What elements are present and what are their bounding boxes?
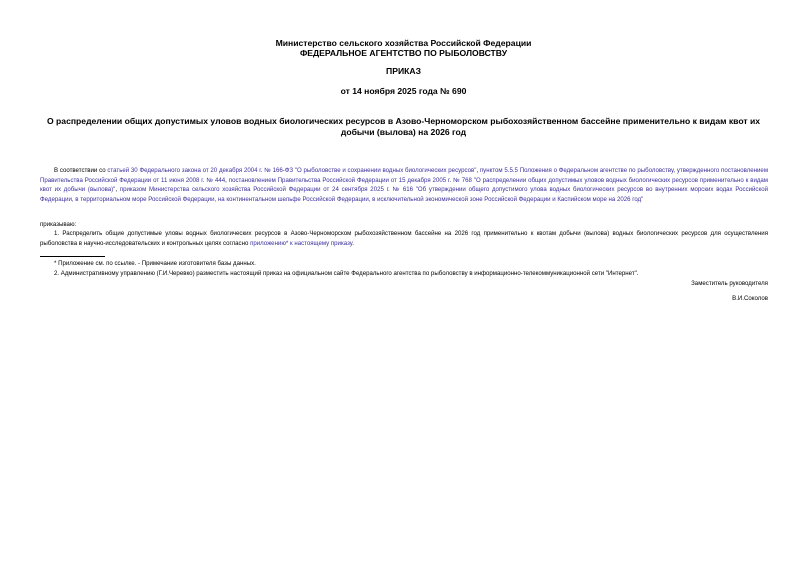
signatory-position: Заместитель руководителя [691,280,768,287]
agency-regulation-link[interactable]: пунктом 5.5.5 Положения о Федеральном агентстве по рыболовству, утвержденного постановлением Правительства Российской Федерации от 11 июня 2008 г. № 444 [40,167,769,184]
appendix-link[interactable]: приложению* к настоящему приказу [250,239,353,247]
item-1-text: 1. Распределить общие допустимые уловы водных биологических ресурсов в Азово-Черноморском рыбохозяйственном бассейне на 2026 год применительно к квотам добычи (вылова) водных биологических ресурсов для осуществления рыболовства в научно-исследовательских и контрольных целях согласно [40,230,768,247]
document-title: О распределении общих допустимых уловов водных биологических ресурсов в Азово-Черноморском рыбохозяйственном бассейне применительно к видам квот их добычи (вылова) на 2026 год [46,116,761,137]
footnote: * Приложение см. по ссылке. - Примечание изготовителя базы данных. [54,260,256,267]
order-item-2: 2. Административному управлению (Г.И.Черевко) разместить настоящий приказ на официальном сайте Федерального агентства по рыболовству в информационно-телекоммуникационной сети "Интернет". [54,270,639,277]
ministry-name: Министерство сельского хозяйства Российской Федерации [275,38,532,48]
preamble-text: , [115,186,120,194]
footnote-divider [40,256,105,257]
signatory-name: В.И.Соколов [732,295,768,302]
federal-law-link[interactable]: статьей 30 Федерального закона от 20 декабря 2004 г. № 166-ФЗ "О рыболовстве и сохранении водных биологических ресурсов" [107,167,477,174]
preamble-text: В соответствии со [54,167,108,174]
government-decree-link[interactable]: постановлением Правительства Российской Федерации от 15 декабря 2005 г. № 768 "О распределении общих допустимых уловов водных биологических ресурсов применительно к видам квот их добычи (вылова)" [40,176,768,194]
item-1-text-end: . [352,239,354,247]
order-item-1 [40,229,768,248]
preamble-text: , [225,176,229,184]
order-verb: приказываю: [40,221,77,228]
ministry-order-link[interactable]: приказом Министерства сельского хозяйства Российской Федерации от 24 сентября 2025 г. № 616 "Об утверждении общего допустимого улова водных биологических ресурсов во внутренних морских водах Российской Федерации, в территориальном море Российской Федерации, на континентальном шельфе Российской Федерации, в исключительной экономической зоне Российской Федерации и Каспийском море на 2026 год" [40,186,769,203]
document-date: от 14 ноября 2025 года № 690 [340,86,467,96]
preamble-text: , [476,167,480,174]
document-type: ПРИКАЗ [386,66,421,76]
preamble-paragraph [40,166,768,204]
agency-name: ФЕДЕРАЛЬНОЕ АГЕНТСТВО ПО РЫБОЛОВСТВУ [299,48,508,58]
